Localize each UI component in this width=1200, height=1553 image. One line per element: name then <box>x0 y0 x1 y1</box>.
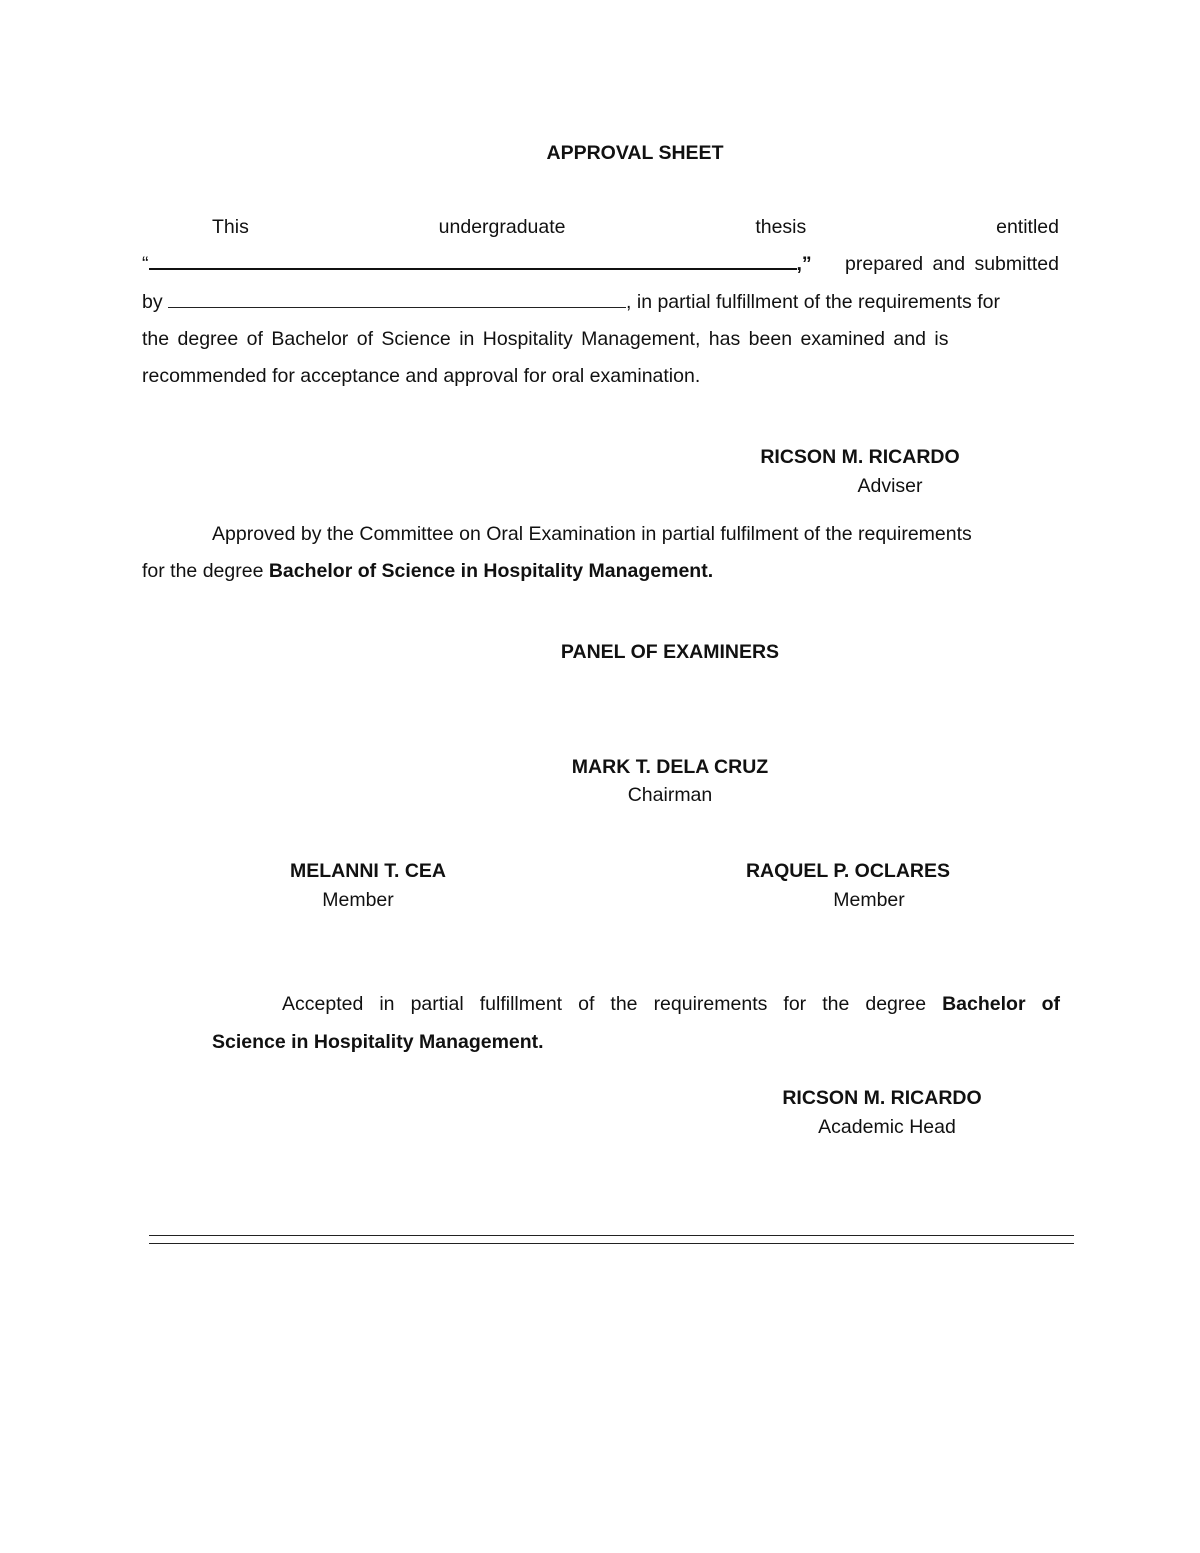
acceptance-bold-word: of <box>1041 993 1060 1015</box>
acceptance-word: partial <box>410 993 464 1015</box>
intro-line-2-tail: prepared and submitted <box>845 253 1059 275</box>
acceptance-word: degree <box>865 993 927 1015</box>
member-right-name: RAQUEL P. OCLARES <box>745 860 951 882</box>
member-right-role: Member <box>833 889 905 911</box>
intro-line-1 <box>142 216 1059 238</box>
panel-heading: PANEL OF EXAMINERS <box>560 641 780 663</box>
degree-name: Bachelor of Science in Hospitality Management. <box>268 560 714 582</box>
acceptance-word: for <box>783 993 807 1015</box>
academic-head-role: Academic Head <box>818 1116 956 1138</box>
footer-rule-top <box>149 1235 1074 1236</box>
intro-line-5: recommended for acceptance and approval for oral examination. <box>142 365 701 387</box>
author-blank[interactable] <box>168 293 626 308</box>
page-title: APPROVAL SHEET <box>546 142 724 164</box>
committee-line-1: Approved by the Committee on Oral Examination in partial fulfilment of the requirements <box>212 523 972 545</box>
intro-line-4: the degree of Bachelor of Science in Hospitality Management, has been examined and is <box>142 328 949 350</box>
acceptance-word: in <box>379 993 395 1015</box>
academic-head-name: RICSON M. RICARDO <box>782 1087 982 1109</box>
intro-word: undergraduate <box>438 216 566 238</box>
intro-by: by <box>142 291 163 313</box>
acceptance-word: of <box>578 993 595 1015</box>
acceptance-word: the <box>610 993 638 1015</box>
acceptance-line-1 <box>282 993 1060 1015</box>
close-quote: ,” <box>796 253 812 275</box>
committee-line-2-prefix: for the degree <box>142 560 269 582</box>
adviser-name: RICSON M. RICARDO <box>760 446 960 468</box>
intro-line-3-tail: , in partial fulfillment of the requirements for <box>626 291 1000 313</box>
intro-line-2 <box>142 253 1059 275</box>
intro-word: thesis <box>755 216 807 238</box>
adviser-role: Adviser <box>857 475 923 497</box>
open-quote: “ <box>142 253 149 275</box>
intro-line-3 <box>142 291 1059 313</box>
member-left-role: Member <box>322 889 394 911</box>
intro-line-1-words <box>212 216 1059 238</box>
intro-word: entitled <box>996 216 1059 238</box>
acceptance-word: requirements <box>653 993 768 1015</box>
thesis-title-blank[interactable] <box>149 254 797 270</box>
chairman-name: MARK T. DELA CRUZ <box>571 756 769 778</box>
member-left-name: MELANNI T. CEA <box>290 860 446 882</box>
committee-line-2 <box>142 560 1059 582</box>
intro-word: This <box>212 216 249 238</box>
acceptance-line-2: Science in Hospitality Management. <box>212 1031 544 1053</box>
footer-rule-bottom <box>149 1243 1074 1244</box>
acceptance-word: Accepted <box>282 993 364 1015</box>
chairman-role: Chairman <box>627 784 713 806</box>
acceptance-word: the <box>822 993 850 1015</box>
acceptance-word: fulfillment <box>479 993 563 1015</box>
acceptance-bold-word: Bachelor <box>942 993 1026 1015</box>
thesis-title-blank-group <box>142 253 812 275</box>
